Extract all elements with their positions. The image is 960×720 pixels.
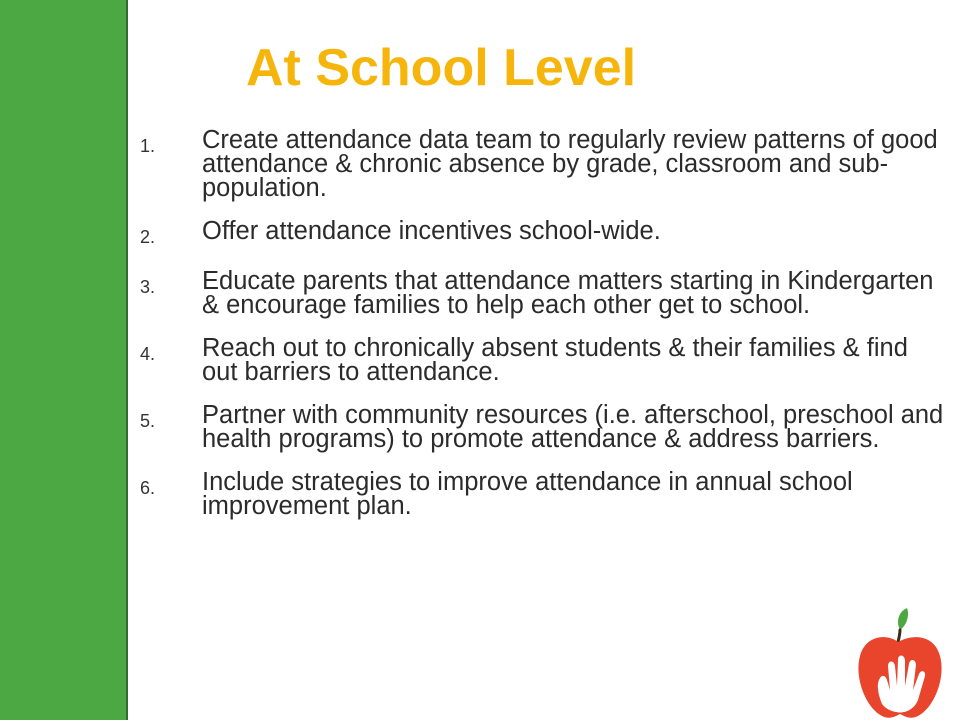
sidebar-green-bar bbox=[0, 0, 128, 720]
list-item-text: Create attendance data team to regularly review patterns of good attendance & chronic absence by grade, classroom and sub-population. bbox=[202, 126, 938, 202]
list-item-number: 6. bbox=[140, 478, 156, 498]
apple-hand-logo-icon bbox=[852, 604, 948, 720]
list-item-number: 5. bbox=[140, 411, 156, 431]
list-item bbox=[140, 336, 950, 384]
list-item-text: Educate parents that attendance matters starting in Kindergarten & encourage families to help each other get to school. bbox=[202, 267, 934, 319]
list-item bbox=[140, 269, 950, 317]
list-item-text: Offer attendance incentives school-wide. bbox=[202, 217, 661, 245]
leaf-icon bbox=[898, 608, 908, 630]
list-item-number: 1. bbox=[140, 136, 156, 156]
list-item-text: Partner with community resources (i.e. afterschool, preschool and health programs) to promote attendance & address barriers. bbox=[202, 401, 944, 453]
list-item-text: Reach out to chronically absent students & their families & find out barriers to attendance. bbox=[202, 334, 908, 386]
list-item-text: Include strategies to improve attendance in annual school improvement plan. bbox=[202, 468, 853, 520]
list-item-number: 3. bbox=[140, 277, 156, 297]
slide-title: At School Level bbox=[246, 39, 637, 97]
stem-icon bbox=[898, 630, 900, 642]
list-item bbox=[140, 470, 950, 518]
list-item-number: 2. bbox=[140, 227, 156, 247]
list-item bbox=[140, 128, 950, 200]
strategy-list bbox=[140, 128, 950, 537]
list-item bbox=[140, 403, 950, 451]
list-item bbox=[140, 219, 950, 250]
list-item-number: 4. bbox=[140, 344, 156, 364]
